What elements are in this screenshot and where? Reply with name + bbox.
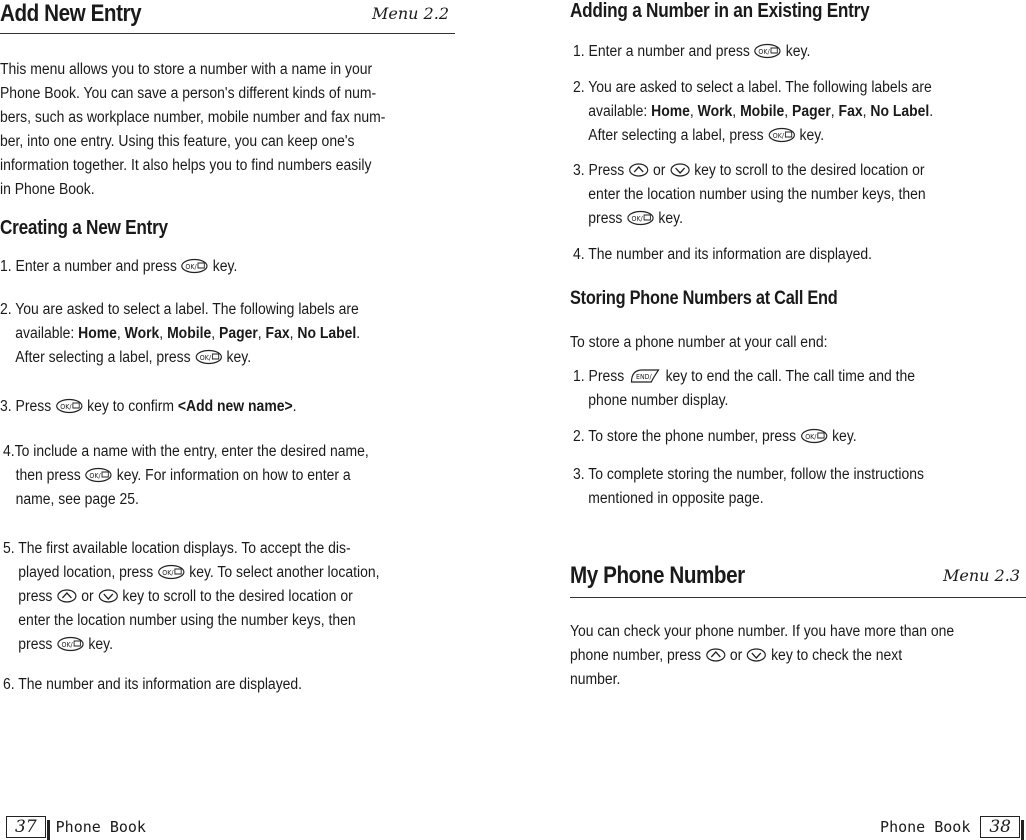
- ok-key-glyph: [85, 467, 112, 483]
- step-text: key.: [658, 210, 683, 227]
- step-text: 2. You are asked to select a label. The following labels are: [573, 79, 932, 96]
- step-text: or: [652, 162, 666, 179]
- label-no-label: No Label: [870, 103, 930, 120]
- step-3: [0, 395, 297, 419]
- para-text: key to check the next: [771, 647, 903, 664]
- ok-key-icon: [754, 43, 781, 59]
- ok-key-glyph: [57, 636, 84, 652]
- storing-intro: To store a phone number at your call end:: [570, 334, 828, 351]
- step-text: name, see page 25.: [15, 491, 139, 508]
- ok-key-glyph: [181, 258, 208, 274]
- step-text: press: [588, 210, 623, 227]
- down-key-glyph: [670, 162, 690, 178]
- step-text: .: [292, 398, 297, 415]
- end-key-icon: [629, 368, 661, 384]
- step-text: key. For information on how to enter a: [116, 467, 351, 484]
- para-line: number.: [570, 671, 621, 688]
- label-work: Work: [124, 325, 160, 342]
- intro-line: in Phone Book.: [0, 181, 95, 198]
- ok-key-glyph: [195, 349, 222, 365]
- label-home: Home: [651, 103, 690, 120]
- step-text: After selecting a label, press: [15, 349, 191, 366]
- title-rule: [570, 597, 1026, 598]
- left-page: [0, 0, 455, 840]
- label-no-label: No Label: [297, 325, 357, 342]
- step-text: key to scroll to the desired location or: [694, 162, 925, 179]
- step-text: After selecting a label, press: [588, 127, 764, 144]
- step-2: 2. You are asked to select a label. The following labels are available: Home, Work, Mobile, Pager, Fax, No Label. After selecting a label, press key.: [0, 298, 360, 370]
- ok-key-glyph: [627, 210, 654, 226]
- step-5: [3, 537, 379, 657]
- existing-step-2: 2. You are asked to select a label. The following labels are available: Home, Work, Mobile, Pager, Fax, No Label. After selecting a label, press key.: [573, 76, 933, 148]
- step-text: press: [18, 636, 53, 653]
- left-header: [0, 0, 455, 34]
- label-fax: Fax: [265, 325, 290, 342]
- ok-key-glyph: [158, 564, 185, 580]
- label-mobile: Mobile: [740, 103, 785, 120]
- storing-step-2: [573, 425, 857, 449]
- step-text: mentioned in opposite page.: [588, 490, 764, 507]
- up-key-icon: [706, 647, 726, 663]
- footer-label: Phone Book: [880, 818, 971, 836]
- existing-step-1: [573, 40, 810, 64]
- step-text: then press: [15, 467, 81, 484]
- label-work: Work: [697, 103, 733, 120]
- step-text: key to end the call. The call time and the: [665, 368, 916, 385]
- storing-step-1: [573, 365, 915, 413]
- ok-key-glyph: [56, 398, 83, 414]
- step-text: played location, press: [18, 564, 154, 581]
- section-title-creating: Creating a New Entry: [0, 217, 168, 239]
- down-key-icon: [747, 647, 767, 663]
- step-1: [0, 255, 237, 279]
- existing-step-4: [573, 243, 872, 267]
- step-text: key. To select another location,: [189, 564, 380, 581]
- step-text: 3. To complete storing the number, follow the instructions: [573, 466, 925, 483]
- left-footer: [6, 816, 146, 838]
- intro-line: This menu allows you to store a number with a name in your: [0, 61, 373, 78]
- down-key-glyph: [98, 588, 118, 604]
- up-key-glyph: [629, 162, 649, 178]
- ok-key-icon: [768, 127, 795, 143]
- step-text: 2. You are asked to select a label. The following labels are: [0, 301, 359, 318]
- step-text: enter the location number using the number keys, then: [588, 186, 926, 203]
- label-home: Home: [78, 325, 117, 342]
- add-new-name-label: <Add new name>: [177, 398, 293, 415]
- step-text: 2. To store the phone number, press: [573, 428, 797, 445]
- existing-step-3: [573, 159, 926, 231]
- step-text: available:: [588, 103, 648, 120]
- storing-step-3: [573, 463, 924, 511]
- my-number-paragraph: [570, 620, 1020, 692]
- ok-key-icon: [56, 398, 83, 414]
- intro-paragraph: [0, 58, 450, 202]
- section-title-adding: Adding a Number in an Existing Entry: [570, 0, 870, 22]
- step-text: 3. Press: [573, 162, 625, 179]
- step-text: key.: [226, 349, 252, 366]
- up-key-icon: [57, 588, 77, 604]
- step-6: [3, 673, 302, 697]
- page-title: Add New Entry: [0, 0, 142, 27]
- ok-key-icon: [195, 349, 222, 365]
- step-text: 1. Press: [573, 368, 625, 385]
- down-key-icon: [98, 588, 118, 604]
- right-page: [570, 0, 1026, 840]
- section-title-storing: Storing Phone Numbers at Call End: [570, 288, 838, 309]
- label-mobile: Mobile: [167, 325, 212, 342]
- step-4: [3, 440, 369, 512]
- step-text: key.: [88, 636, 113, 653]
- menu-reference: Menu 2.2: [372, 4, 449, 23]
- ok-key-glyph: [801, 428, 828, 444]
- step-text: 4.To include a name with the entry, enter the desired name,: [3, 443, 369, 460]
- para-text: phone number, press: [570, 647, 702, 664]
- title-rule: [0, 33, 455, 34]
- step-text: available:: [15, 325, 75, 342]
- ok-key-icon: [85, 467, 112, 483]
- step-text: press: [18, 588, 53, 605]
- my-phone-number-title: My Phone Number: [570, 562, 745, 589]
- down-key-icon: [670, 162, 690, 178]
- para-text: or: [729, 647, 743, 664]
- step-text: enter the location number using the number keys, then: [18, 612, 356, 629]
- step-text: 6. The number and its information are displayed.: [3, 676, 303, 693]
- up-key-glyph: [706, 647, 726, 663]
- ok-key-icon: [627, 210, 654, 226]
- right-footer: [880, 816, 1020, 838]
- page-number: 38: [980, 816, 1020, 838]
- step-text: 5. The first available location displays. To accept the dis-: [3, 540, 351, 557]
- step-text: key.: [212, 258, 238, 275]
- intro-line: Phone Book. You can save a person's different kinds of num-: [0, 85, 377, 102]
- intro-line: information together. It also helps you to find numbers easily: [0, 157, 372, 174]
- step-text: key.: [799, 127, 825, 144]
- my-number-header: [570, 562, 1026, 596]
- step-text: 4. The number and its information are displayed.: [573, 246, 873, 263]
- step-text: phone number display.: [588, 392, 729, 409]
- step-text: 1. Enter a number and press: [573, 43, 750, 60]
- down-key-glyph: [747, 647, 767, 663]
- ok-key-icon: [57, 636, 84, 652]
- up-key-icon: [629, 162, 649, 178]
- up-key-glyph: [57, 588, 77, 604]
- label-pager: Pager: [219, 325, 258, 342]
- step-text: or: [81, 588, 94, 605]
- menu-reference: Menu 2.3: [943, 566, 1020, 585]
- para-line: You can check your phone number. If you have more than one: [570, 623, 955, 640]
- page-number: 37: [6, 816, 46, 838]
- step-text: key to scroll to the desired location or: [122, 588, 353, 605]
- step-text: key.: [785, 43, 811, 60]
- label-pager: Pager: [792, 103, 831, 120]
- step-text: 3. Press: [0, 398, 52, 415]
- ok-key-icon: [158, 564, 185, 580]
- step-text: key to confirm: [87, 398, 175, 415]
- ok-key-icon: [181, 258, 208, 274]
- step-text: key.: [832, 428, 857, 445]
- ok-key-glyph: [768, 127, 795, 143]
- end-key-glyph: [629, 368, 661, 384]
- label-fax: Fax: [838, 103, 863, 120]
- footer-label: Phone Book: [55, 818, 146, 836]
- step-text: 1. Enter a number and press: [0, 258, 177, 275]
- intro-line: bers, such as workplace number, mobile number and fax num-: [0, 109, 386, 126]
- intro-line: ber, into one entry. Using this feature, you can keep one's: [0, 133, 355, 150]
- ok-key-icon: [801, 428, 828, 444]
- ok-key-glyph: [754, 43, 781, 59]
